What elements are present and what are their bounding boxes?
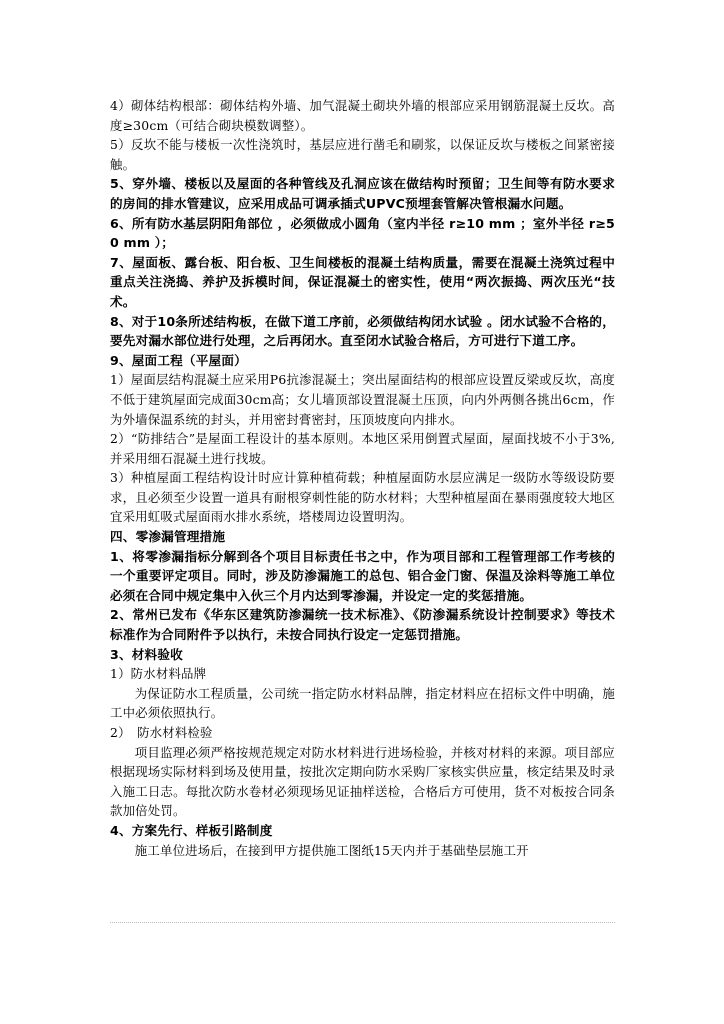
body-paragraph: 4）砌体结构根部：砌体结构外墙、加气混凝土砌块外墙的根部应采用钢筋混凝土反坎。高度≥30cm（可结合砌块模数调整）。 (110, 98, 615, 133)
body-paragraph: 施工单位进场后，在接到甲方提供施工图纸15天内并于基础垫层施工开 (134, 842, 529, 858)
heading-paragraph: 9、屋面工程（平屋面） (110, 352, 247, 368)
document-body (110, 96, 615, 860)
heading-paragraph: 8、对于10条所述结构板，在做下道工序前，必须做结构闭水试验 。闭水试验不合格的，要先对漏水部位进行处理，之后再闭水。直至闭水试验合格后，方可进行下道工序。 (110, 313, 615, 349)
heading-paragraph: 7、屋面板、露台板、阳台板、卫生间楼板的混凝土结构质量，需要在混凝土浇筑过程中重点关注浇捣、养护及拆模时间，保证混凝土的密实性，使用“两次振捣、两次压光“技术。 (110, 254, 615, 309)
body-paragraph: 项目监理必须严格按规范规定对防水材料进行进场检验，并核对材料的来源。项目部应根据现场实际材料到场及使用量，按批次定期向防水采购厂家核实供应量，核定结果及时录入施工日志。每批次防水卷材必须现场见证抽样送检，合格后方可使用，货不对板按合同条款加倍处罚。 (110, 744, 615, 819)
heading-paragraph: 6、所有防水基层阴阳角部位 ，必须做成小圆角（室内半径 r≥10 mm ；室外半径 r≥50 mm ）； (110, 215, 615, 251)
heading-paragraph: 1、将零渗漏指标分解到各个项目目标责任书之中，作为项目部和工程管理部工作考核的一个重要评定项目。同时，涉及防渗漏施工的总包、铝合金门窗、保温及涂料等施工单位必须在合同中规定集中入伙三个月内达到零渗漏，并设定一定的奖惩措施。 (110, 548, 615, 603)
heading-paragraph: 3、材料验收 (110, 646, 183, 662)
page-divider (110, 922, 615, 923)
heading-paragraph: 四、零渗漏管理措施 (110, 529, 226, 545)
body-paragraph: 3）种植屋面工程结构设计时应计算种植荷载；种植屋面防水层应满足一级防水等级设防要求，且必须至少设置一道具有耐根穿刺性能的防水材料；大型种植屋面在暴雨强度较大地区宜采用虹吸式屋面雨水排水系统，塔楼周边设置明沟。 (110, 470, 615, 525)
body-paragraph: 1）屋面层结构混凝土应采用P6抗渗混凝土；突出屋面结构的根部应设置反梁或反坎，高度不低于建筑屋面完成面30cm高；女儿墙顶部设置混凝土压顶，向内外两侧各挑出6cm，作为外墙保温系统的封头，并用密封膏密封，压顶坡度向内排水。 (110, 372, 615, 427)
body-paragraph: 1）防水材料品牌 (110, 666, 207, 682)
heading-paragraph: 2、常州已发布《华东区建筑防渗漏统一技术标准》、《防渗漏系统设计控制要求》等技术标准作为合同附件予以执行，未按合同执行设定一定惩罚措施。 (110, 607, 615, 643)
heading-paragraph: 5、穿外墙、楼板以及屋面的各种管线及孔洞应该在做结构时预留；卫生间等有防水要求的房间的排水管建议，应采用成品可调承插式UPVC预埋套管解决管根漏水问题。 (110, 176, 615, 211)
heading-paragraph: 4、方案先行、样板引路制度 (110, 822, 273, 838)
body-paragraph: 5）反坎不能与楼板一次性浇筑时，基层应进行凿毛和刷浆，以保证反坎与楼板之间紧密接触。 (110, 137, 615, 172)
body-paragraph: 2） 防水材料检验 (110, 725, 213, 740)
body-paragraph: 2）“防排结合”是屋面工程设计的基本原则。本地区采用倒置式屋面，屋面找坡不小于3%,并采用细石混凝土进行找坡。 (110, 431, 615, 466)
body-paragraph: 为保证防水工程质量，公司统一指定防水材料品牌，指定材料应在招标文件中明确，施工中必须依照执行。 (110, 685, 615, 721)
